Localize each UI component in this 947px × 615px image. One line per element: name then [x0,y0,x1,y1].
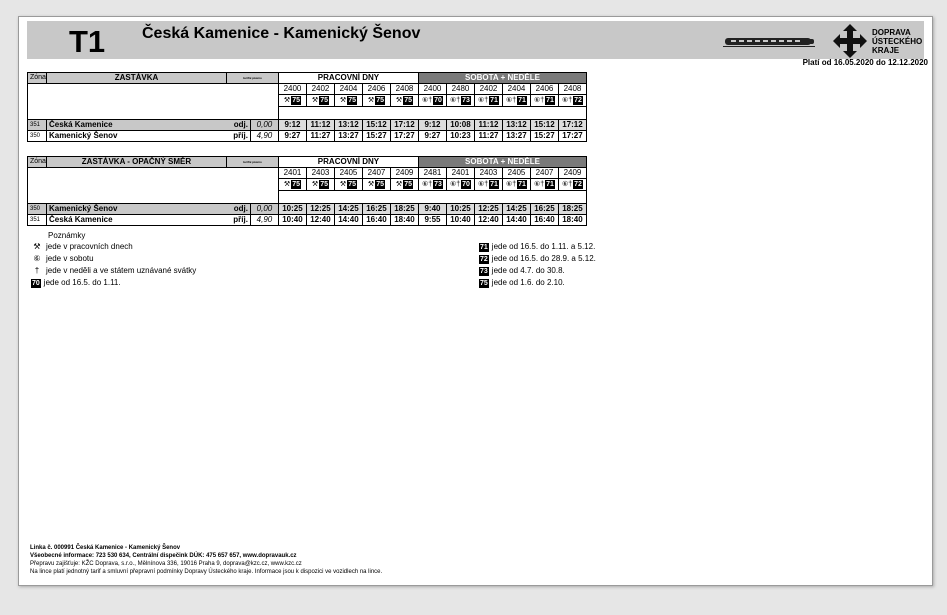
weekend-header: SOBOTA + NEDĚLE [418,73,586,84]
note-item [31,254,94,263]
trip-number: 2400 [278,84,306,95]
note-item [479,266,565,276]
note-code: 70 [32,280,40,287]
day-symbol-icon: ⑥† [421,97,433,104]
logo-text-line: ÚSTECKÉHO [872,37,923,46]
departure-time: 13:27 [502,131,530,142]
stop-name: Česká Kamenice [46,215,226,226]
day-symbol-icon: ⚒ [367,181,375,188]
note-code: 72 [574,97,582,104]
departure-time: 14:25 [502,204,530,215]
day-symbol-icon: ⚒ [339,181,347,188]
trip-number: 2403 [306,168,334,179]
blank-cell [28,168,279,204]
trip-codes [334,179,362,191]
departure-time: 18:40 [558,215,586,226]
departure-time: 12:25 [306,204,334,215]
trip-codes [474,95,502,107]
note-code: 75 [376,97,384,104]
note-code: 71 [490,97,498,104]
trip-number: 2401 [446,168,474,179]
departure-time: 14:40 [334,215,362,226]
trip-codes [334,95,362,107]
departure-time: 11:12 [474,120,502,131]
trip-codes [502,95,530,107]
footer-tariff: Na lince platí jednotný tarif a smluvní přepravní podmínky Dopravy Ústeckého kraje. Informace jsou k dispozici ve vozidlech na lince. [30,569,383,575]
departure-time: 10:08 [446,120,474,131]
trip-number: 2404 [502,84,530,95]
departure-time: 13:27 [334,131,362,142]
note-code: 71 [518,181,526,188]
day-symbol-icon: ⚒ [395,181,403,188]
trip-codes [418,179,446,191]
departure-time: 9:55 [418,215,446,226]
departure-time: 15:27 [362,131,390,142]
note-symbol-icon: † [34,266,40,275]
note-code: 71 [546,97,554,104]
day-symbol-icon: ⑥† [421,181,433,188]
trip-codes [390,95,418,107]
note-item [479,254,596,264]
departure-time: 14:25 [334,204,362,215]
note-code: 75 [404,97,412,104]
stop-distance: 4,90 [250,131,278,142]
stop-zone: 350 [28,204,47,215]
trip-codes [474,179,502,191]
day-symbol-icon: ⚒ [311,97,319,104]
zone-header: Zóna [28,73,47,84]
note-symbol-icon: ⚒ [33,242,41,251]
departure-time: 9:12 [418,120,446,131]
note-symbol-icon: ⑥ [33,254,41,263]
departure-time: 17:12 [558,120,586,131]
stop-zone: 351 [28,120,47,131]
departure-time: 11:27 [474,131,502,142]
duk-logo-icon [832,23,868,59]
footer [30,544,382,576]
stop-distance: 0,00 [250,204,278,215]
stop-name: Česká Kamenice [46,120,226,131]
note-text: jede od 16.5. do 1.11. [43,278,121,287]
stop-distance: 0,00 [250,120,278,131]
departure-time: 13:12 [334,120,362,131]
validity-text: Platí od 16.05.2020 do 12.12.2020 [802,58,928,67]
note-text: jede v sobotu [46,254,94,263]
departure-time: 9:27 [418,131,446,142]
trip-codes [530,179,558,191]
stop-zone: 350 [28,131,47,142]
trip-codes [362,95,390,107]
trip-number: 2406 [530,84,558,95]
departure-time: 9:40 [418,204,446,215]
trip-codes [390,179,418,191]
day-symbol-icon: ⑥† [477,181,489,188]
trip-number: 2408 [558,84,586,95]
note-code: 75 [348,97,356,104]
trip-number: 2481 [418,168,446,179]
weekday-header: PRACOVNÍ DNY [278,157,418,168]
note-code: 71 [480,244,488,251]
day-symbol-icon: ⑥† [449,97,461,104]
tariff-header: tarifní pásmo [226,73,278,84]
note-code: 75 [320,97,328,104]
logo-text-line: DOPRAVA [872,28,911,37]
day-symbol-icon: ⑥† [533,181,545,188]
stop-action: odj. [226,204,250,215]
day-symbol-icon: ⑥† [561,181,573,188]
spacer-cell [278,191,586,204]
note-text: jede od 16.5. do 1.11. a 5.12. [491,242,596,251]
footer-contact: Všeobecné informace: 723 530 634, Centrální dispečink DÚK: 475 657 657, www.dopravauk.cz [30,553,297,559]
note-text: jede od 16.5. do 28.9. a 5.12. [491,254,596,263]
note-code: 71 [518,97,526,104]
trip-number: 2402 [306,84,334,95]
timetable-sheet [18,16,933,586]
departure-time: 16:25 [362,204,390,215]
note-code: 71 [546,181,554,188]
trip-codes [278,179,306,191]
stop-header: ZASTÁVKA - OPAČNÝ SMĚR [46,157,226,168]
zone-header: Zóna [28,157,47,168]
timetable-return [27,156,587,226]
logo-text [872,28,922,55]
note-text: jede od 1.6. do 2.10. [491,278,565,287]
departure-time: 11:27 [306,131,334,142]
logo-text-line: KRAJE [872,46,900,55]
departure-time: 16:40 [362,215,390,226]
trip-number: 2403 [474,168,502,179]
day-symbol-icon: ⚒ [311,181,319,188]
weekend-header: SOBOTA + NEDĚLE [418,157,586,168]
footer-carrier: Přepravu zajišťuje: KŽC Doprava, s.r.o., Mělnínova 336, 19016 Praha 9, doprava@kzc.cz, www.kzc.cz [30,561,302,567]
day-symbol-icon: ⚒ [283,181,291,188]
departure-time: 18:25 [390,204,418,215]
day-symbol-icon: ⑥† [561,97,573,104]
departure-time: 13:12 [502,120,530,131]
note-text: jede v neděli a ve státem uznávané svátky [46,266,197,275]
stop-zone: 351 [28,215,47,226]
day-symbol-icon: ⚒ [339,97,347,104]
note-text: jede od 4.7. do 30.8. [491,266,565,275]
departure-time: 10:40 [446,215,474,226]
note-code: 73 [480,268,488,275]
day-symbol-icon: ⑥† [533,97,545,104]
departure-time: 12:40 [474,215,502,226]
trip-codes [530,95,558,107]
departure-time: 11:12 [306,120,334,131]
route-title: Česká Kamenice - Kamenický Šenov [142,25,421,42]
day-symbol-icon: ⚒ [367,97,375,104]
departure-time: 16:25 [530,204,558,215]
weekday-header: PRACOVNÍ DNY [278,73,418,84]
departure-time: 17:27 [558,131,586,142]
trip-number: 2404 [334,84,362,95]
trip-number: 2408 [390,84,418,95]
tariff-header: tarifní pásmo [226,157,278,168]
trip-codes [278,95,306,107]
day-symbol-icon: ⚒ [395,97,403,104]
trip-codes [362,179,390,191]
note-code: 75 [320,181,328,188]
day-symbol-icon: ⑥† [477,97,489,104]
note-code: 72 [480,256,488,263]
notes-title: Poznámky [48,231,86,240]
stop-distance: 4,90 [250,215,278,226]
day-symbol-icon: ⑥† [505,181,517,188]
stop-action: příj. [226,215,250,226]
note-code: 75 [292,97,300,104]
stop-header: ZASTÁVKA [46,73,226,84]
trip-number: 2401 [278,168,306,179]
note-code: 75 [480,280,488,287]
note-item [31,278,121,288]
trip-codes [558,95,586,107]
note-code: 75 [292,181,300,188]
departure-time: 17:27 [390,131,418,142]
stop-action: odj. [226,120,250,131]
stop-name: Kamenický Šenov [46,204,226,215]
note-code: 75 [376,181,384,188]
departure-time: 12:25 [474,204,502,215]
stop-row [28,215,587,226]
note-code: 72 [574,181,582,188]
departure-time: 18:25 [558,204,586,215]
note-code: 75 [348,181,356,188]
departure-time: 9:12 [278,120,306,131]
note-item [479,242,595,252]
spacer-cell [278,107,586,120]
trip-number: 2402 [474,84,502,95]
stop-name: Kamenický Šenov [46,131,226,142]
departure-time: 15:27 [530,131,558,142]
departure-time: 10:40 [278,215,306,226]
trip-number: 2407 [530,168,558,179]
trip-number: 2409 [390,168,418,179]
departure-time: 16:40 [530,215,558,226]
trip-number: 2400 [418,84,446,95]
departure-time: 14:40 [502,215,530,226]
day-symbol-icon: ⑥† [449,181,461,188]
footer-line-info: Linka č. 000991 Česká Kamenice - Kamenický Šenov [30,545,181,551]
trip-codes [306,95,334,107]
departure-time: 15:12 [530,120,558,131]
departure-time: 9:27 [278,131,306,142]
note-text: jede v pracovních dnech [46,242,133,251]
departure-time: 12:40 [306,215,334,226]
trip-number: 2409 [558,168,586,179]
trip-number: 2480 [446,84,474,95]
stop-action: příj. [226,131,250,142]
trip-number: 2406 [362,84,390,95]
day-symbol-icon: ⑥† [505,97,517,104]
header-bar [27,21,924,59]
train-icon [723,36,815,48]
departure-time: 10:23 [446,131,474,142]
trip-number: 2407 [362,168,390,179]
note-code: 75 [404,181,412,188]
note-code: 70 [434,97,442,104]
trip-codes [502,179,530,191]
note-item [31,266,196,275]
trip-number: 2405 [502,168,530,179]
timetable-outbound [27,72,587,142]
stop-row [28,131,587,142]
departure-time: 15:12 [362,120,390,131]
duk-logo [832,23,924,59]
departure-time: 17:12 [390,120,418,131]
note-code: 70 [462,181,470,188]
note-item [31,242,133,251]
day-symbol-icon: ⚒ [283,97,291,104]
trip-number: 2405 [334,168,362,179]
note-item [479,278,565,288]
blank-cell [28,84,279,120]
departure-time: 18:40 [390,215,418,226]
trip-codes [418,95,446,107]
trip-codes [306,179,334,191]
trip-codes [558,179,586,191]
stop-row [28,204,587,215]
trip-codes [446,179,474,191]
departure-time: 10:25 [278,204,306,215]
trip-codes [446,95,474,107]
line-number: T1 [69,24,106,59]
stop-row [28,120,587,131]
note-code: 73 [462,97,470,104]
departure-time: 10:25 [446,204,474,215]
note-code: 73 [434,181,442,188]
note-code: 71 [490,181,498,188]
